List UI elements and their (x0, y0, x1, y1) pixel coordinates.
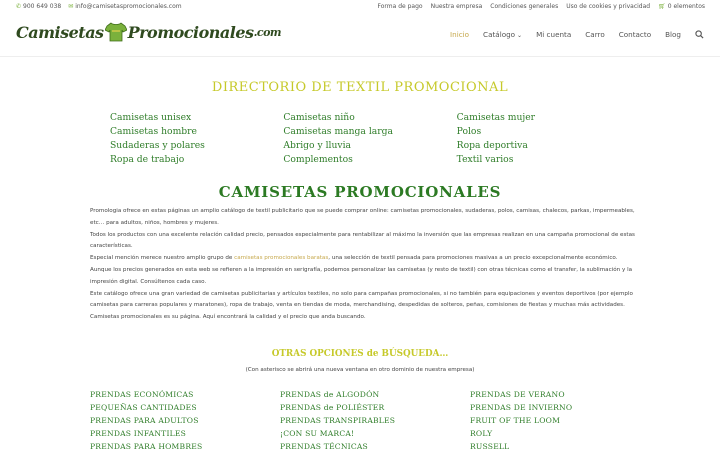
directory-link[interactable]: Camisetas mujer (456, 112, 536, 123)
nav-blog[interactable]: Blog (665, 30, 681, 39)
directory-link[interactable]: Camisetas hombre (110, 126, 197, 137)
option-link[interactable]: PRENDAS DE INVIERNO (470, 403, 573, 412)
cart-icon: 🛒︎ (658, 3, 666, 10)
cart-link[interactable] (658, 3, 705, 10)
options-column (90, 388, 280, 453)
paragraph: Promologia ofrece en estas páginas un amplio catálogo de textil publicitario que se puede comprar online: camisetas promocionales, sudaderas, polos, camisas, chalecos, parkas, impermeables, etc… para adultos, niños, hombres y mujeres. (90, 208, 635, 226)
options-column (280, 388, 470, 453)
envelope-icon: ✉ (68, 3, 74, 10)
option-link[interactable]: PRENDAS DE VERANO (470, 390, 565, 399)
nav-mi-cuenta[interactable]: Mi cuenta (536, 30, 572, 39)
nav-carro[interactable]: Carro (585, 30, 605, 39)
options-columns (90, 388, 690, 453)
option-link[interactable]: FRUIT OF THE LOOM (470, 416, 561, 425)
directory-column (283, 111, 456, 167)
option-link[interactable]: PRENDAS PARA ADULTOS (90, 416, 199, 425)
search-icon[interactable] (695, 30, 704, 39)
paragraph: Este catálogo ofrece una gran variedad de camisetas publicitarias y artículos textiles, no solo para campañas promocionales, si no también para equipaciones y eventos deportivos (por ejemplo camisetas para carreras populares y maratones), ropa de trabajo, venta en tiendas de moda, merchandising, despedidas de solteros, peñas, comisiones de fiestas y muchas más actividades. (90, 290, 633, 309)
directory-link[interactable]: Sudaderas y polares (110, 140, 205, 151)
option-link[interactable]: ¡CON SU MARCA! (280, 429, 355, 438)
option-link[interactable]: PRENDAS de POLIÉSTER (280, 403, 385, 412)
directory-link[interactable]: Abrigo y lluvia (283, 140, 352, 151)
link-nuestra-empresa[interactable]: Nuestra empresa (430, 3, 483, 10)
chevron-down-icon: ⌄ (517, 32, 523, 39)
main-nav (450, 30, 704, 39)
directory-link[interactable]: Polos (456, 126, 482, 137)
option-link[interactable]: RUSSELL (470, 442, 510, 451)
phone-contact[interactable] (16, 3, 61, 10)
directory-link[interactable]: Ropa de trabajo (110, 154, 185, 165)
options-column (470, 388, 660, 453)
top-bar (0, 0, 720, 16)
tshirt-logo-icon (105, 22, 127, 42)
directory-column (110, 111, 283, 167)
directory-link[interactable]: Camisetas unisex (110, 112, 192, 123)
logo-word-promocionales: Promocionales (127, 22, 254, 42)
camisetas-baratas-link[interactable]: camisetas promocionales baratas (234, 255, 329, 262)
link-condiciones-generales[interactable]: Condiciones generales (490, 3, 559, 10)
other-options-title: OTRAS OPCIONES de BÚSQUEDA… (271, 349, 449, 359)
phone-icon: ✆ (16, 3, 22, 10)
option-link[interactable]: ROLY (470, 429, 493, 438)
directory-link[interactable]: Camisetas niño (283, 112, 355, 123)
paragraph-text: Especial mención merece nuestro amplio grupo de (90, 255, 235, 262)
directory-link[interactable]: Complementos (283, 154, 353, 165)
email-contact[interactable] (68, 3, 181, 10)
directory-columns (110, 111, 630, 167)
option-link[interactable]: PRENDAS de ALGODÓN (280, 390, 380, 399)
option-link[interactable]: PEQUEÑAS CANTIDADES (90, 403, 197, 412)
cart-count: 0 elementos (667, 3, 705, 10)
directory-link[interactable]: Ropa deportiva (456, 140, 528, 151)
paragraph: Camisetas promocionales es su página. Aquí encontrará la calidad y el precio que anda buscando. (90, 314, 366, 321)
logo-word-camisetas: Camisetas (16, 22, 104, 42)
option-link[interactable]: PRENDAS PARA HOMBRES (90, 442, 203, 451)
asterisk-note: (Con asterisco se abrirá una nueva ventana en otro dominio de nuestra empresa) (245, 367, 475, 373)
paragraph: Todos los productos con una excelente relación calidad precio, pensados especialmente para rentabilizar al máximo la inversión que las empresas realizan en una campaña promocional de estas características. (90, 231, 635, 250)
directory-link[interactable]: Textil varios (456, 154, 514, 165)
main-title: CAMISETAS PROMOCIONALES (218, 183, 502, 201)
link-forma-de-pago[interactable]: Forma de pago (377, 3, 423, 10)
nav-catalogo-label: Catálogo (483, 30, 516, 39)
phone-number: 900 649 038 (23, 3, 62, 10)
nav-contacto[interactable]: Contacto (618, 30, 652, 39)
option-link[interactable]: PRENDAS INFANTILES (90, 429, 187, 438)
paragraph: Aunque los precios generados en esta web se refieren a la impresión en serigrafía, podemos personalizar las camisetas (y resto de textil) con otras técnicas como el transfer, la sublimación y la impresión digital. Consúltenos cada caso. (90, 266, 633, 285)
directory-column (457, 111, 630, 167)
nav-catalogo[interactable] (483, 30, 522, 39)
directory-link[interactable]: Camisetas manga larga (283, 126, 393, 137)
paragraph-text: , una selección de textil pensada para promociones masivas a un precio excepcionalmente económico. (328, 255, 618, 262)
intro-text (90, 206, 635, 324)
email-address: info@camisetaspromocionales.com (75, 3, 182, 10)
site-logo[interactable] (16, 22, 281, 42)
logo-suffix: .com (253, 25, 282, 39)
nav-inicio[interactable]: Inicio (450, 30, 470, 39)
option-link[interactable]: PRENDAS TÉCNICAS (280, 442, 368, 451)
directory-title: DIRECTORIO DE TEXTIL PROMOCIONAL (211, 80, 509, 95)
link-cookies-privacidad[interactable]: Uso de cookies y privacidad (566, 3, 651, 10)
paragraph (90, 253, 635, 265)
option-link[interactable]: PRENDAS TRANSPIRABLES (280, 416, 396, 425)
option-link[interactable]: PRENDAS ECONÓMICAS (90, 390, 194, 399)
site-header (0, 16, 720, 57)
